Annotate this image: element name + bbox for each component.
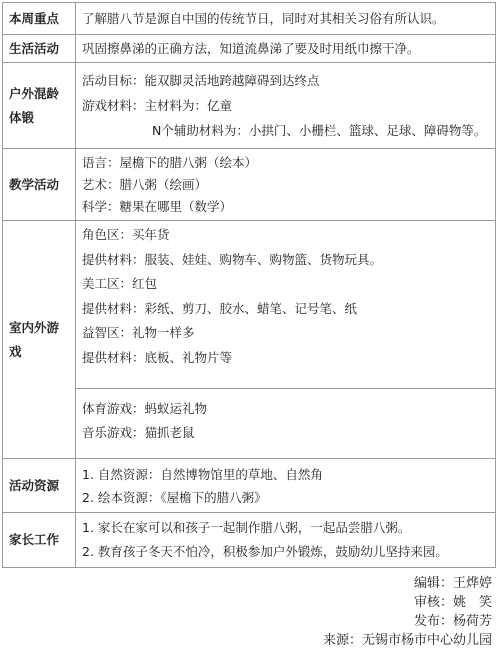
- content-line: 2. 绘本资源：《屋檐下的腊八粥》: [82, 489, 267, 505]
- content-line: 科学：糖果在哪里（数学）: [82, 198, 233, 214]
- weekly-plan-table: [2, 2, 496, 568]
- source-credit: 来源：无锡市杨市中心幼儿园: [322, 633, 492, 648]
- row-label-text: 户外混龄体锻: [9, 85, 60, 125]
- content-line: N个辅助材料为：小拱门、小栅栏、篮球、足球、障碍物等。: [152, 123, 487, 138]
- row-content: [76, 35, 496, 63]
- content-line: 角色区：买年货: [82, 227, 170, 242]
- row-label: [3, 221, 76, 459]
- credits-footer: [323, 574, 492, 650]
- editor-credit: 编辑：王烨婷: [413, 576, 492, 591]
- table-row: [3, 389, 496, 459]
- table-row: [3, 35, 496, 63]
- publisher-credit: 发布：杨荷芳: [413, 614, 492, 629]
- row-content: [76, 389, 496, 459]
- row-content: [76, 221, 496, 389]
- row-label-text: 室内外游戏: [9, 319, 60, 359]
- table-row: [3, 221, 496, 389]
- table-row: [3, 3, 496, 35]
- row-content: [76, 149, 496, 221]
- content-line: 1. 自然资源：自然博物馆里的草地、自然角: [82, 466, 323, 482]
- content-line: 美工区：红包: [82, 276, 158, 291]
- row-label: 教学活动: [3, 149, 76, 221]
- content-line: 益智区：礼物一样多: [82, 325, 195, 340]
- row-label: [3, 63, 76, 149]
- table-row: [3, 513, 496, 568]
- row-content: [76, 459, 496, 513]
- content-line: 音乐游戏：猫抓老鼠: [82, 425, 195, 440]
- row-content: [76, 63, 496, 149]
- content-line: 活动目标：能双脚灵活地跨越障碍到达终点: [82, 73, 320, 88]
- content-line: 艺术：腊八粥（绘画）: [82, 176, 208, 192]
- row-label: 家长工作: [3, 513, 76, 568]
- content-line: 提供材料：服装、娃娃、购物车、购物篮、货物玩具。: [82, 251, 383, 267]
- row-label: 活动资源: [3, 459, 76, 513]
- table-row: [3, 149, 496, 221]
- content-line: 提供材料：底板、礼物片等: [82, 349, 233, 365]
- table-row: [3, 459, 496, 513]
- reviewer-credit: 审核：姚 笑: [413, 595, 492, 610]
- content-line: 体育游戏：蚂蚁运礼物: [82, 401, 208, 416]
- content-line: 语言：屋檐下的腊八粥（绘本）: [82, 154, 258, 170]
- content-line: 了解腊八节是源自中国的传统节日，同时对其相关习俗有所认识。: [82, 11, 445, 26]
- row-content: [76, 3, 496, 35]
- row-label: 本周重点: [3, 3, 76, 35]
- content-line: 巩固擦鼻涕的正确方法，知道流鼻涕了要及时用纸巾擦干净。: [82, 41, 420, 56]
- content-line: 游戏材料：主材料为：亿童: [82, 98, 233, 113]
- row-content: [76, 513, 496, 568]
- content-line: 2. 教育孩子冬天不怕冷，积极参加户外锻炼，鼓励幼儿坚持来园。: [82, 544, 448, 559]
- content-line: 提供材料：彩纸、剪刀、胶水、蜡笔、记号笔、纸: [82, 300, 358, 316]
- table-row: [3, 63, 496, 149]
- row-label: 生活活动: [3, 35, 76, 63]
- content-line: 1. 家长在家可以和孩子一起制作腊八粥，一起品尝腊八粥。: [82, 520, 411, 535]
